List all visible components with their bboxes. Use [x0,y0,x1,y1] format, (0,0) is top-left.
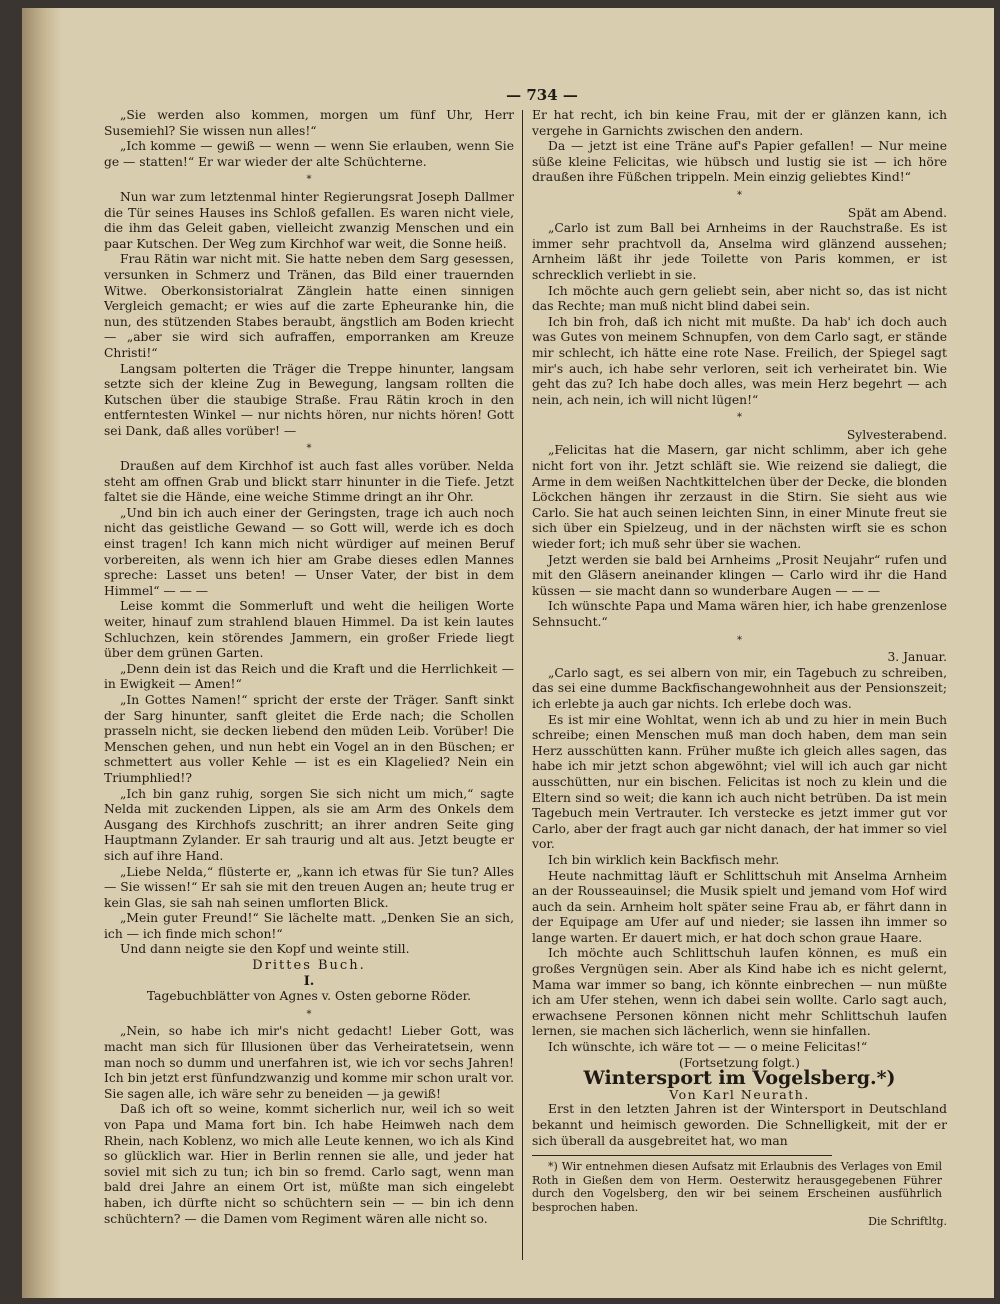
section-separator: * [306,174,312,186]
article-title: Wintersport im Vogelsberg.*) [583,1067,896,1090]
book-title: Drittes Buch. [252,958,366,974]
chapter-number: I. [303,973,315,989]
paragraph: Ich möchte auch Schlittschuh laufen können, es muß ein großes Vergnügen sein. Aber als Kind habe ich es nicht gelernt, Mama war immer so bang, ich könnte einbrechen — nun müßte ich am Ufer stehen, wenn ich dabei sein wollte. Carlo sagt auch, erwachsene Personen können nicht mehr Schlittschuh laufen lernen, sie machen sich lächerlich, wenn sie hinfallen. [532,946,947,1039]
paragraph: Langsam polterten die Träger die Treppe hinunter, langsam setzte sich der kleine Zug in Bewegung, langsam rollten die Kutschen über die staubige Straße. Frau Rätin kroch in den entferntesten Winkel — nur nichts hören, nur nichts hören! Gott sei Dank, daß alles vorüber! — [104,361,514,438]
diary-date: Sylvesterabend. [846,427,947,442]
paragraph: „Nein, so habe ich mir's nicht gedacht! Lieber Gott, was macht man sich für Illusionen über das Verheiratetsein, wenn man noch so dumm und unerfahren ist, wie ich vor sechs Jahren! Ich bin jetzt erst fünfundzwanzig und komme mir schon uralt vor. Sie sagen alle, ich wäre sehr zu beneiden — ja gewiß! [104,1024,514,1101]
continued-note: (Fortsetzung folgt.) [679,1055,800,1070]
paragraph: „Mein guter Freund!“ Sie lächelte matt. „Denken Sie an sich, ich — ich finde mich schon!“ [104,911,514,941]
paragraph: „In Gottes Namen!“ spricht der erste der Träger. Sanft sinkt der Sarg hinunter, sanft gleitet die Erde nach; die Schollen prasseln nicht, sie decken liebend den müden Leib. Vorüber! Die Menschen gehen, und nun hebt ein Vogel an in den Büschen; er schmettert aus voller Kehle — ist es ein Klagelied? Nein ein Triumphlied!? [104,692,514,785]
paragraph: „Sie werden also kommen, morgen um fünf Uhr, Herr Susemiehl? Sie wissen nun alles!“ [104,108,514,138]
left-column [104,108,514,1227]
paragraph: Draußen auf dem Kirchhof ist auch fast alles vorüber. Nelda steht am offnen Grab und blickt starr hinunter in die Tiefe. Jetzt faltet sie die Hände, eine weiche Stimme dringt an ihr Ohr. [104,459,514,505]
right-column [532,108,947,1230]
paragraph: Frau Rätin war nicht mit. Sie hatte neben dem Sarg gesessen, versunken in Schmerz und Tränen, das Bild einer trauernden Witwe. Oberkonsistorialrat Zänglein hatte einen sinnigen Vergleich gemacht; er wies auf die zarte Epheuranke hin, die nun, des stützenden Stabes beraubt, ängstlich am Boden kriecht — „aber sie wird sich aufraffen, emporranken am Kreuze Christi!“ [104,252,514,360]
paragraph: Ich wünschte Papa und Mama wären hier, ich habe grenzenlose Sehnsucht.“ [532,599,947,629]
footnote-signature: Die Schriftltg. [868,1215,947,1229]
book-binding-edge [22,8,62,1298]
section-separator: * [306,443,312,455]
newspaper-page [22,8,994,1298]
section-separator: * [737,412,742,424]
paragraph: „Carlo sagt, es sei albern von mir, ein Tagebuch zu schreiben, das sei eine dumme Backfischangewohnheit aus der Pensionszeit; ich erlebte ja auch gar nichts. Ich erlebe doch was. [532,665,947,711]
paragraph: Ich möchte auch gern geliebt sein, aber nicht so, das ist nicht das Rechte; man muß nicht blind dabei sein. [532,283,947,314]
paragraph: „Denn dein ist das Reich und die Kraft und die Herrlichkeit — in Ewigkeit — Amen!“ [104,661,514,692]
paragraph: Daß ich oft so weine, kommt sicherlich nur, weil ich so weit von Papa und Mama fort bin. Ich habe Heimweh nach dem Rhein, nach Koblenz, wo mich alle Leute kennen, wo ich als Kind so glücklich war. Hier in Berlin rennen sie alle, und jeder hat soviel mit sich zu tun; ich bin so fremd. Carlo sagt, wenn man bald drei Jahre an einem Ort ist, müßte man sich eingelebt haben, ich dürfte nicht so schüchtern sein — — bin ich denn schüchtern? — die Damen vom Regiment wären alle nicht so. [104,1102,514,1226]
paragraph: Jetzt werden sie bald bei Arnheims „Prosit Neujahr“ rufen und mit den Gläsern aneinander klingen — Carlo wird ihr die Hand küssen — sie macht dann so wunderbare Augen — — — [532,552,947,598]
paragraph: Ich bin wirklich kein Backfisch mehr. [548,852,780,867]
paragraph: „Ich bin ganz ruhig, sorgen Sie sich nicht um mich,“ sagte Nelda mit zuckenden Lippen, als sie am Arm des Onkels dem Ausgang des Kirchhofs zuschritt; an ihrer andren Seite ging Hauptmann Zylander. Er sah traurig und alt aus. Jetzt beugte er sich auf ihre Hand. [104,786,514,863]
paragraph: „Felicitas hat die Masern, gar nicht schlimm, aber ich gehe nicht fort von ihr. Jetzt schläft sie. Wie reizend sie daliegt, die Arme in dem weißen Nachtkittelchen über der Decke, die blonden Löckchen hängen ihr zerzaust in die Stirn. Sie sieht aus wie Carlo. Sie hat auch seinen leichten Sinn, in einer Minute freut sie sich über ein Spielzeug, und in der nächsten wirft sie es schon wieder fort; ich muß sehr über sie wachen. [532,443,947,552]
article-byline: Von Karl Neurath. [669,1086,810,1102]
section-separator: * [306,1008,312,1020]
diary-date: Spät am Abend. [847,205,947,220]
chapter-subtitle: Tagebuchblätter von Agnes v. Osten geborne Röder. [146,989,472,1004]
paragraph: Ich bin froh, daß ich nicht mit mußte. Da hab' ich doch auch was Gutes von meinem Schnupfen, von dem Carlo sagt, er stände mir schlecht, ich hätte eine rote Nase. Freilich, der Spiegel sagt mir's auch, ich habe sehr verloren, seit ich verheiratet bin. Wie geht das zu? Ich habe doch alles, was mein Herz begehrt — ach nein, ach nein, ich will nicht lügen!“ [532,314,947,407]
diary-date: 3. Januar. [887,650,947,665]
paragraph: Erst in den letzten Jahren ist der Wintersport in Deutschland bekannt und heimisch geworden. Die Schnelligkeit, mit der er sich überall da ausgebreitet hat, wo man [532,1102,947,1148]
paragraph: Nun war zum letztenmal hinter Regierungsrat Joseph Dallmer die Tür seines Hauses ins Schloß gefallen. Es waren nicht viele, die ihm das Geleit gaben, vielleicht zwanzig Menschen und ein paar Kutschen. Der Weg zum Kirchhof war weit, die Sonne heiß. [104,189,514,251]
paragraph: Da — jetzt ist eine Träne auf's Papier gefallen! — Nur meine süße kleine Felicitas, wie hübsch und lustig sie ist — ich höre draußen ihre Füßchen trippeln. Mein einzig geliebtes Kind!“ [532,139,947,185]
column-divider [522,110,523,1260]
paragraph: Er hat recht, ich bin keine Frau, mit der er glänzen kann, ich vergehe in Garnichts zwischen den andern. [532,108,947,138]
paragraph: „Und bin ich auch einer der Geringsten, trage ich auch noch nicht das geistliche Gewand — so Gott will, werde ich es doch einst tragen! Ich kann mich nicht würdiger auf meinen Beruf vorbereiten, als wenn ich hier am Grabe dieses edlen Mannes spreche: Lasset uns beten! — Unser Vater, der bist in dem Himmel“ — — — [104,505,514,598]
page-number: — 734 — [506,86,578,104]
paragraph: Und dann neigte sie den Kopf und weinte still. [120,942,410,957]
paragraph: „Carlo ist zum Ball bei Arnheims in der Rauchstraße. Es ist immer sehr prachtvoll da, Anselma wird glänzend aussehen; Arnheim läßt ihr jede Toilette von Paris kommen, er ist schrecklich verliebt in sie. [532,221,947,282]
paragraph: Leise kommt die Sommerluft und weht die heiligen Worte weiter, hinauf zum strahlend blauen Himmel. Da ist kein lautes Schluchzen, kein störendes Jammern, ein großer Friede liegt über dem grünen Garten. [104,599,514,661]
section-separator: * [737,634,742,646]
paragraph: Es ist mir eine Wohltat, wenn ich ab und zu hier in mein Buch schreibe; einen Menschen muß man doch haben, dem man sein Herz ausschütten kann. Früher mußte ich gleich alles sagen, das habe ich mir jetzt schon abgewöhnt; viel will ich auch gar nicht ausschütten, nur ein bischen. Felicitas ist noch zu klein und die Eltern sind so weit; die kann ich auch nicht betrüben. Da ist mein Tagebuch mein Vertrauter. Ich verstecke es jetzt immer gut vor Carlo, aber der fragt auch gar nicht danach, der hat immer so viel vor. [532,712,947,852]
paragraph: „Ich komme — gewiß — wenn — wenn Sie erlauben, wenn Sie ge — statten!“ Er war wieder der alte Schüchterne. [104,139,514,169]
section-separator: * [737,189,742,201]
footnote: *) Wir entnehmen diesen Aufsatz mit Erlaubnis des Verlages von Emil Roth in Gießen dem von Herm. Oesterwitz herausgegebenen Führer durch den Vogelsberg, den wir bei seinem Erscheinen ausführlich besprochen haben. [532,1160,942,1214]
paragraph: „Liebe Nelda,“ flüsterte er, „kann ich etwas für Sie tun? Alles — Sie wissen!“ Er sah sie mit den treuen Augen an; heute trug er kein Glas, sie sah nah seinen umflorten Blick. [104,864,514,910]
paragraph: Heute nachmittag läuft er Schlittschuh mit Anselma Arnheim an der Rousseauinsel; die Musik spielt und jemand vom Hof wird auch da sein. Arnheim holt später seine Frau ab, er fährt dann in der Equipage am Ufer auf und nieder; sie lassen ihn immer so lange warten. Er dauert mich, er hat doch schon graue Haare. [532,868,947,945]
paragraph: Ich wünschte, ich wäre tot — — o meine Felicitas!“ [548,1040,868,1055]
